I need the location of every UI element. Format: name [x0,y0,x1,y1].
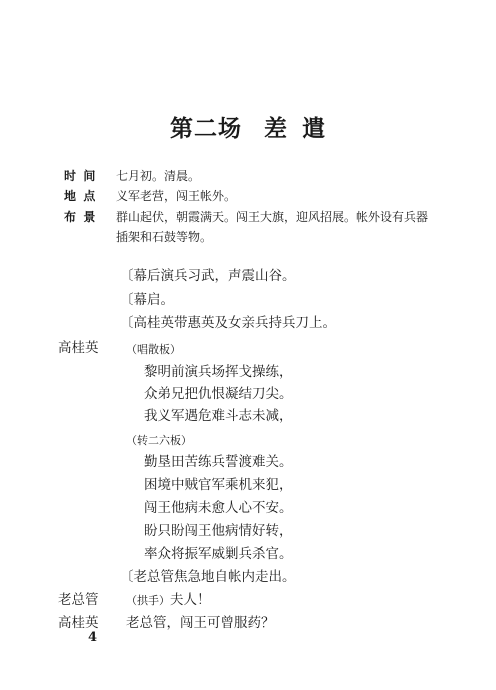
speaker-name: 老总管 [58,592,99,608]
stage-direction: 〔幕后演兵习武，声震山谷。 [120,268,296,284]
dialogue [126,590,211,611]
scene-name-char-1: 差 [264,115,288,142]
lyric-line: 勤垦田苦练兵誓渡难关。 [144,454,293,470]
lyric-line: 闯王他病未愈人心不安。 [144,500,293,516]
meta-key-char: 时 [64,169,77,183]
lyric-line: 众弟兄把仇恨凝结刀尖。 [144,386,293,402]
scene-name-char-2: 遣 [302,115,326,142]
meta-value: 义军老营，闯王帐外。 [116,189,237,203]
stage-direction: 〔高桂英带惠英及女亲兵持兵刀上。 [120,315,336,331]
speaker-name: 高桂英 [58,615,99,631]
meta-value: 群山起伏，朝霞满天。闯王大旗，迎风招展。帐外设有兵器 [116,210,429,224]
speaker-name: 高桂英 [58,340,99,356]
meta-key-char: 间 [83,169,96,183]
meta-value-continued: 插架和石鼓等物。 [116,230,213,244]
dialogue-text: 老总管，闯王可曾服药？ [126,615,275,631]
scene-number: 第二场 [170,115,242,142]
stage-direction: 〔幕启。 [120,292,174,308]
scene-title [0,110,496,143]
stage-direction: 〔老总管焦急地自帐内走出。 [120,569,296,585]
lyric-line: 率众将振军威剿兵杀官。 [144,546,293,562]
lyric-line: 盼只盼闯王他病情好转， [144,523,293,539]
meta-key-char: 点 [83,189,96,203]
meta-key-char: 景 [83,210,96,224]
dialogue-text: 夫人！ [170,592,211,608]
page-number: 4 [88,630,98,645]
meta-value: 七月初。清晨。 [116,169,201,183]
meta-key-char: 布 [64,210,77,224]
lyric-line: 黎明前演兵场挥戈操练， [144,364,293,380]
meta-key-char: 地 [64,189,77,203]
lyric-line: 困境中贼官军乘机来犯， [144,477,293,493]
tune-annotation: （转二六板） [126,434,192,447]
tune-annotation: （唱散板） [126,343,181,356]
action-annotation: （拱手） [126,594,170,607]
lyric-line: 我义军遇危难斗志未减， [144,408,293,424]
